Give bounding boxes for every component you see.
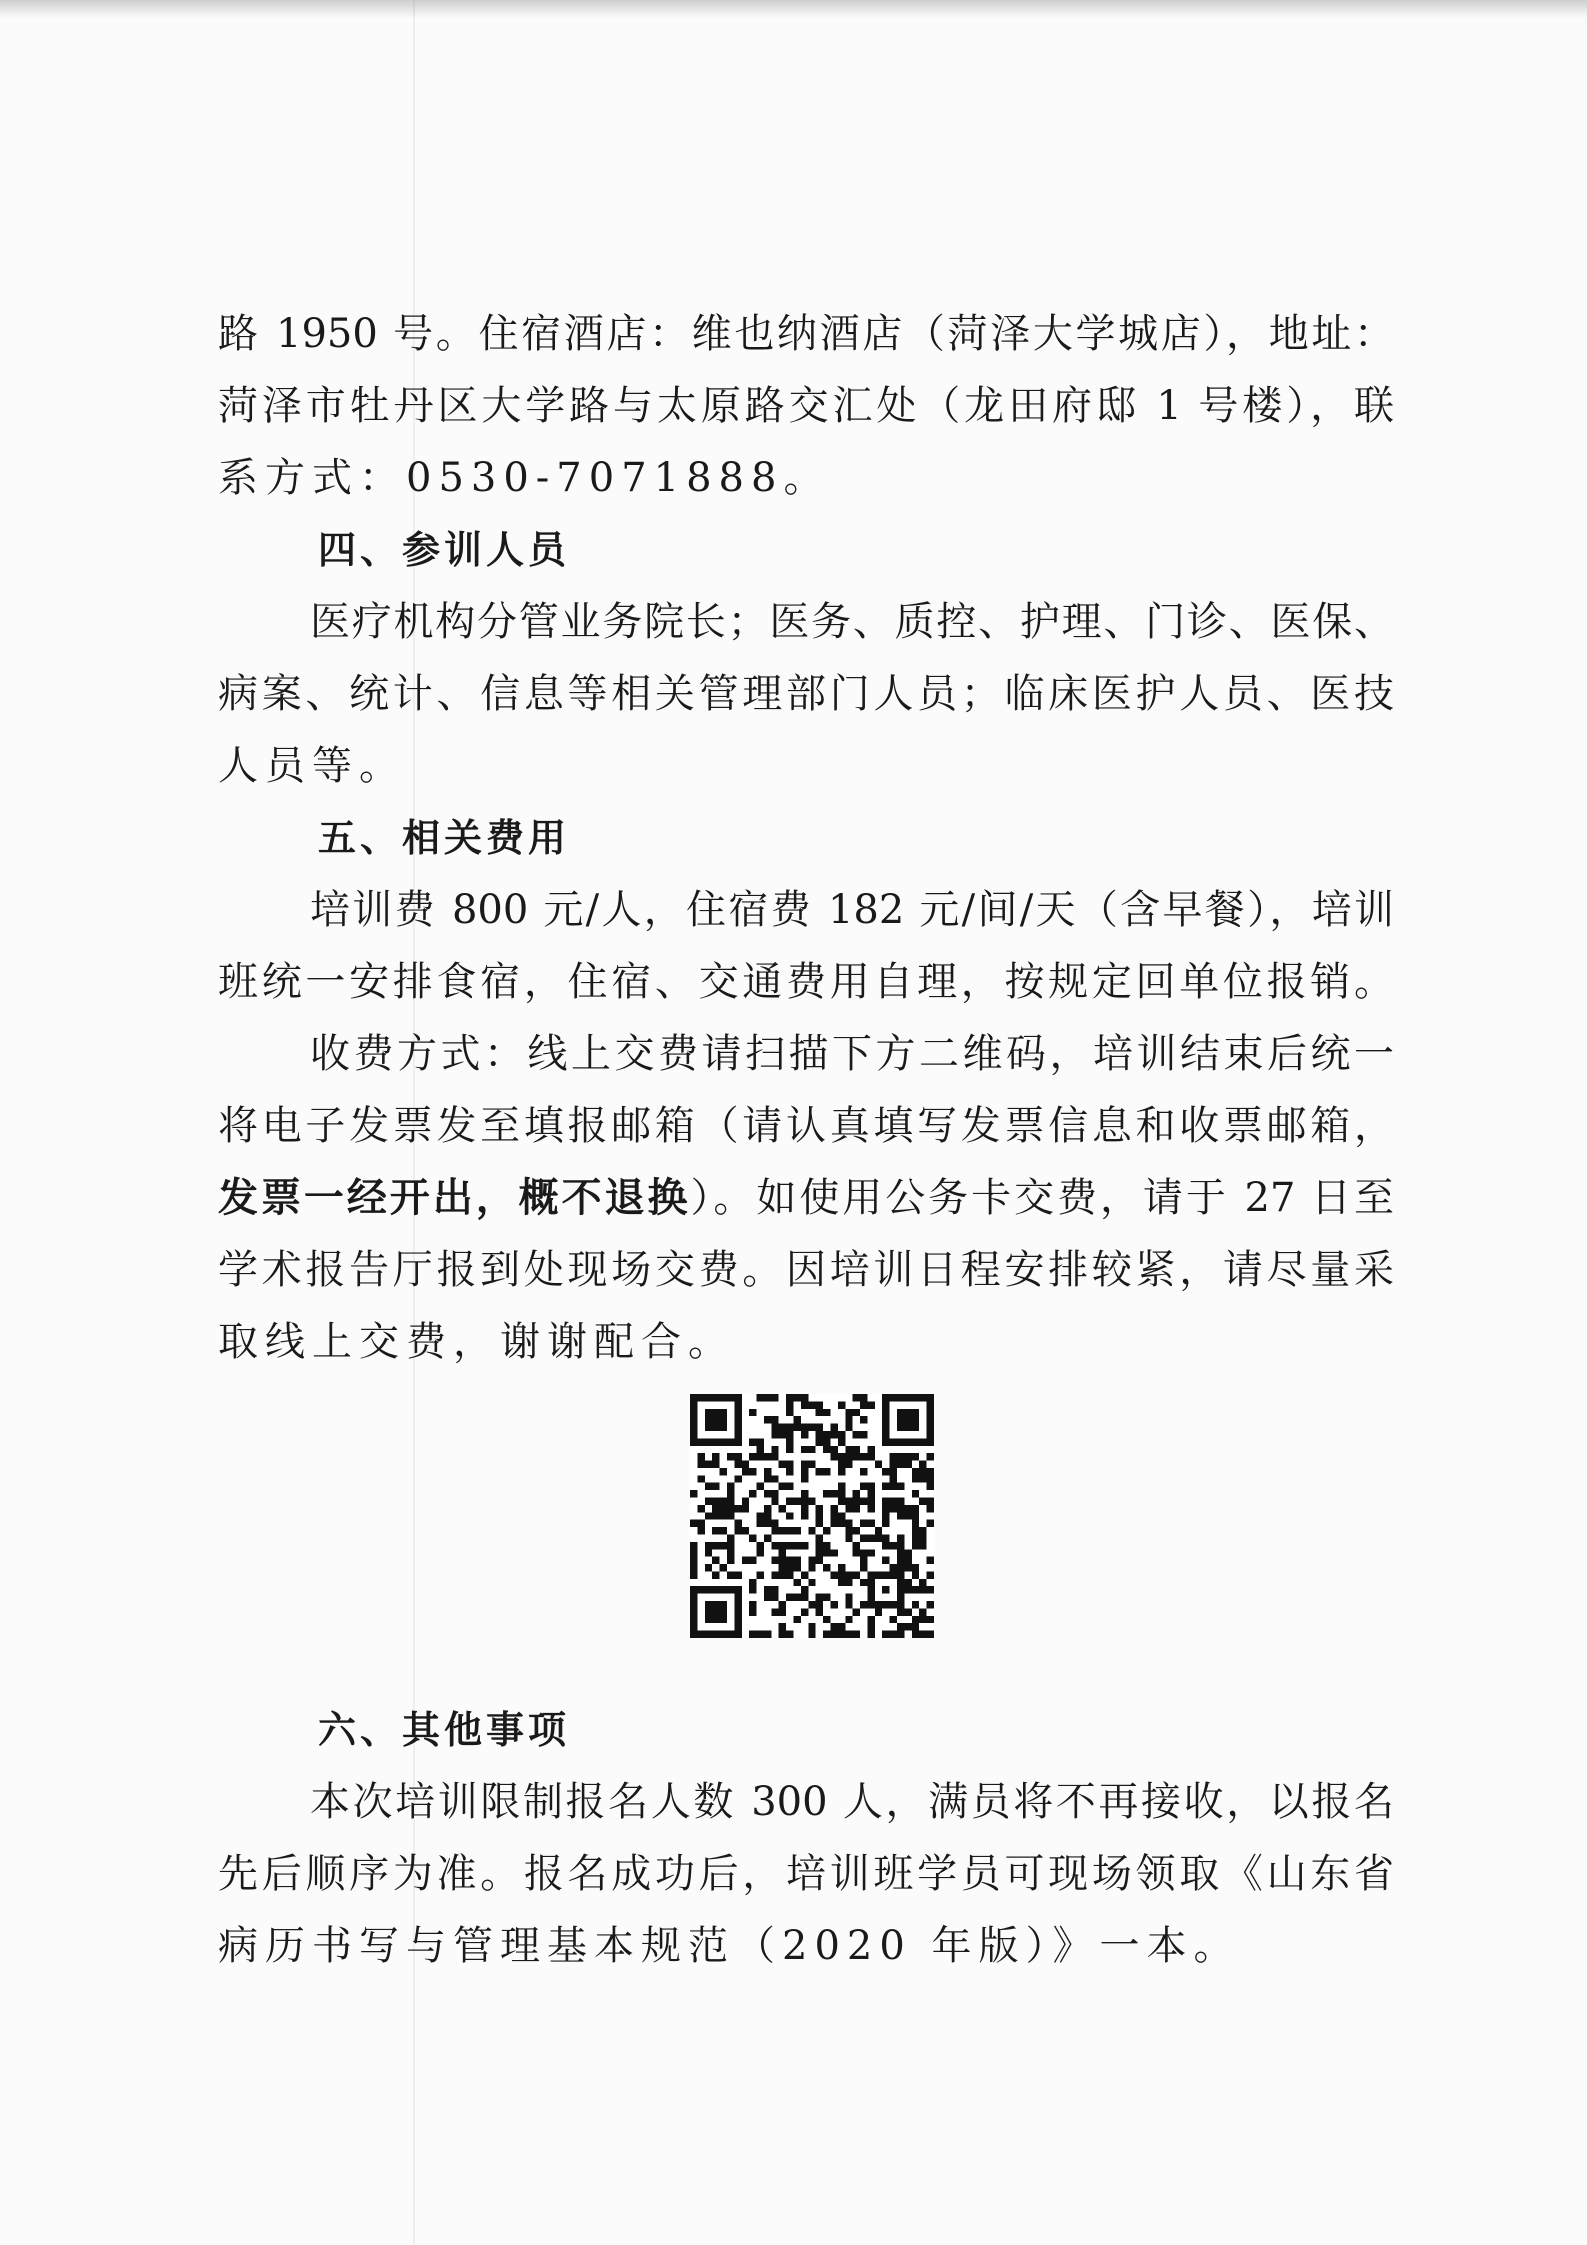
- payment-line-3: [218, 1162, 1394, 1234]
- payment-line-2: 将电子发票发至填报邮箱（请认真填写发票信息和收票邮箱，: [218, 1103, 1394, 1149]
- payment-line-5: 取线上交费，谢谢配合。: [218, 1319, 735, 1365]
- section-heading-participants: 四、参训人员: [318, 528, 571, 572]
- venue-address-line-3: 系方式：0530-7071888。: [218, 455, 831, 501]
- other-line-1: 本次培训限制报名人数 300 人，满员将不再接收，以报名: [310, 1779, 1394, 1825]
- participants-line-2: 病案、统计、信息等相关管理部门人员；临床医护人员、医技: [218, 671, 1394, 717]
- qr-code-area: [218, 1394, 1394, 1674]
- venue-address-line-1: 路 1950 号。住宿酒店：维也纳酒店（菏泽大学城店），地址：: [218, 311, 1394, 357]
- payment-line-1: 收费方式：线上交费请扫描下方二维码，培训结束后统一: [310, 1031, 1394, 1077]
- section-heading-other: 六、其他事项: [318, 1708, 571, 1752]
- venue-address-line-2: 菏泽市牡丹区大学路与太原路交汇处（龙田府邸 1 号楼），联: [218, 383, 1394, 429]
- other-line-2: 先后顺序为准。报名成功后，培训班学员可现场领取《山东省: [218, 1851, 1394, 1897]
- participants-line-1: 医疗机构分管业务院长；医务、质控、护理、门诊、医保、: [310, 599, 1394, 645]
- document-page: [218, 298, 1394, 1982]
- participants-line-3: 人员等。: [218, 743, 406, 789]
- scan-edge: [0, 0, 1587, 18]
- section-heading-fees: 五、相关费用: [318, 816, 571, 860]
- payment-line-3-rest: ）。如使用公务卡交费，请于 27 日至: [690, 1175, 1395, 1221]
- invoice-no-refund-notice: 发票一经开出，概不退换: [218, 1175, 691, 1221]
- qr-code-icon[interactable]: [690, 1394, 934, 1638]
- other-line-3: 病历书写与管理基本规范（2020 年版）》一本。: [218, 1923, 1241, 1969]
- fees-line-2: 班统一安排食宿，住宿、交通费用自理，按规定回单位报销。: [218, 959, 1394, 1005]
- payment-line-4: 学术报告厅报到处现场交费。因培训日程安排较紧，请尽量采: [218, 1247, 1394, 1293]
- fees-line-1: 培训费 800 元/人，住宿费 182 元/间/天（含早餐），培训: [310, 887, 1394, 933]
